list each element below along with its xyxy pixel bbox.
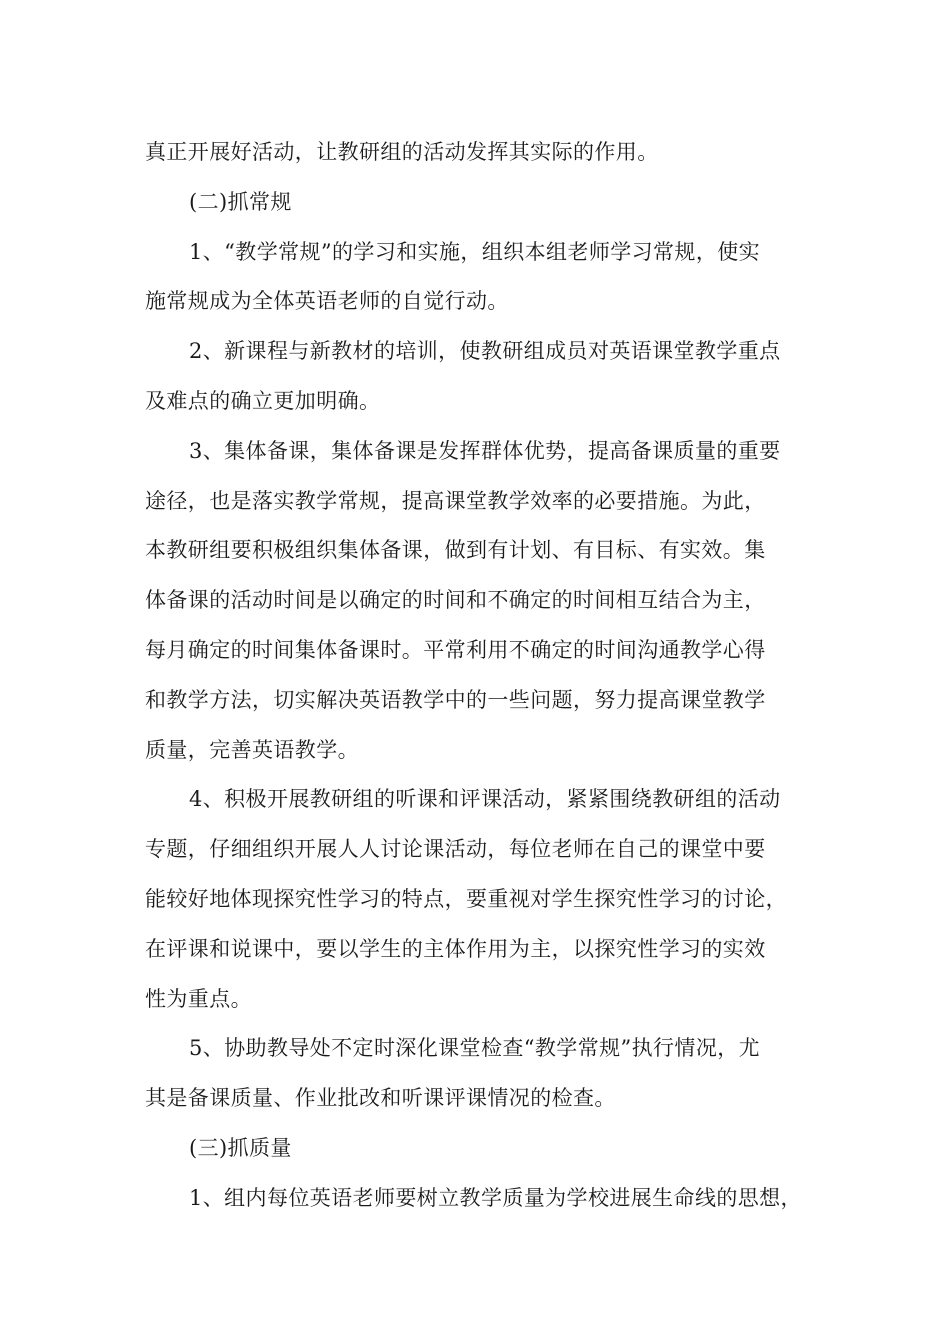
text-line: 4、积极开展教研组的听课和评课活动，紧紧围绕教研组的活动	[189, 787, 781, 812]
text-line: 途径，也是落实教学常规，提高课堂教学效率的必要措施。为此，	[145, 488, 766, 513]
section-heading-quality: (三)抓质量	[189, 1135, 292, 1160]
text-line: 5、协助教导处不定时深化课堂检查“教学常规”执行情况，尤	[189, 1036, 761, 1061]
text-line: 体备课的活动时间是以确定的时间和不确定的时间相互结合为主，	[145, 588, 766, 613]
text-line: 专题，仔细组织开展人人讨论课活动，每位老师在自己的课堂中要	[145, 837, 766, 862]
text-line: 质量，完善英语教学。	[145, 737, 359, 762]
text-line: 1、组内每位英语老师要树立教学质量为学校进展生命线的思想，	[189, 1185, 802, 1210]
text-line: 每月确定的时间集体备课时。平常利用不确定的时间沟通教学心得	[145, 637, 766, 662]
document-body	[145, 128, 825, 1224]
section-heading-routine: (二)抓常规	[189, 189, 292, 214]
text-line: 和教学方法，切实解决英语教学中的一些问题，努力提高课堂教学	[145, 687, 766, 712]
text-line: 在评课和说课中，要以学生的主体作用为主，以探究性学习的实效	[145, 936, 766, 961]
text-line: 本教研组要积极组织集体备课，做到有计划、有目标、有实效。集	[145, 538, 766, 563]
text-line: 性为重点。	[145, 986, 252, 1011]
text-line: 及难点的确立更加明确。	[145, 388, 381, 413]
text-line: 其是备课质量、作业批改和听课评课情况的检查。	[145, 1086, 616, 1111]
text-line: 能较好地体现探究性学习的特点，要重视对学生探究性学习的讨论，	[145, 886, 787, 911]
text-line: 真正开展好活动，让教研组的活动发挥其实际的作用。	[145, 140, 659, 164]
text-line: 2、新课程与新教材的培训，使教研组成员对英语课堂教学重点	[189, 339, 781, 364]
text-line: 1、“教学常规”的学习和实施，组织本组老师学习常规，使实	[189, 239, 761, 264]
text-line: 施常规成为全体英语老师的自觉行动。	[145, 289, 509, 314]
text-line: 3、集体备课，集体备课是发挥群体优势，提高备课质量的重要	[189, 438, 781, 463]
